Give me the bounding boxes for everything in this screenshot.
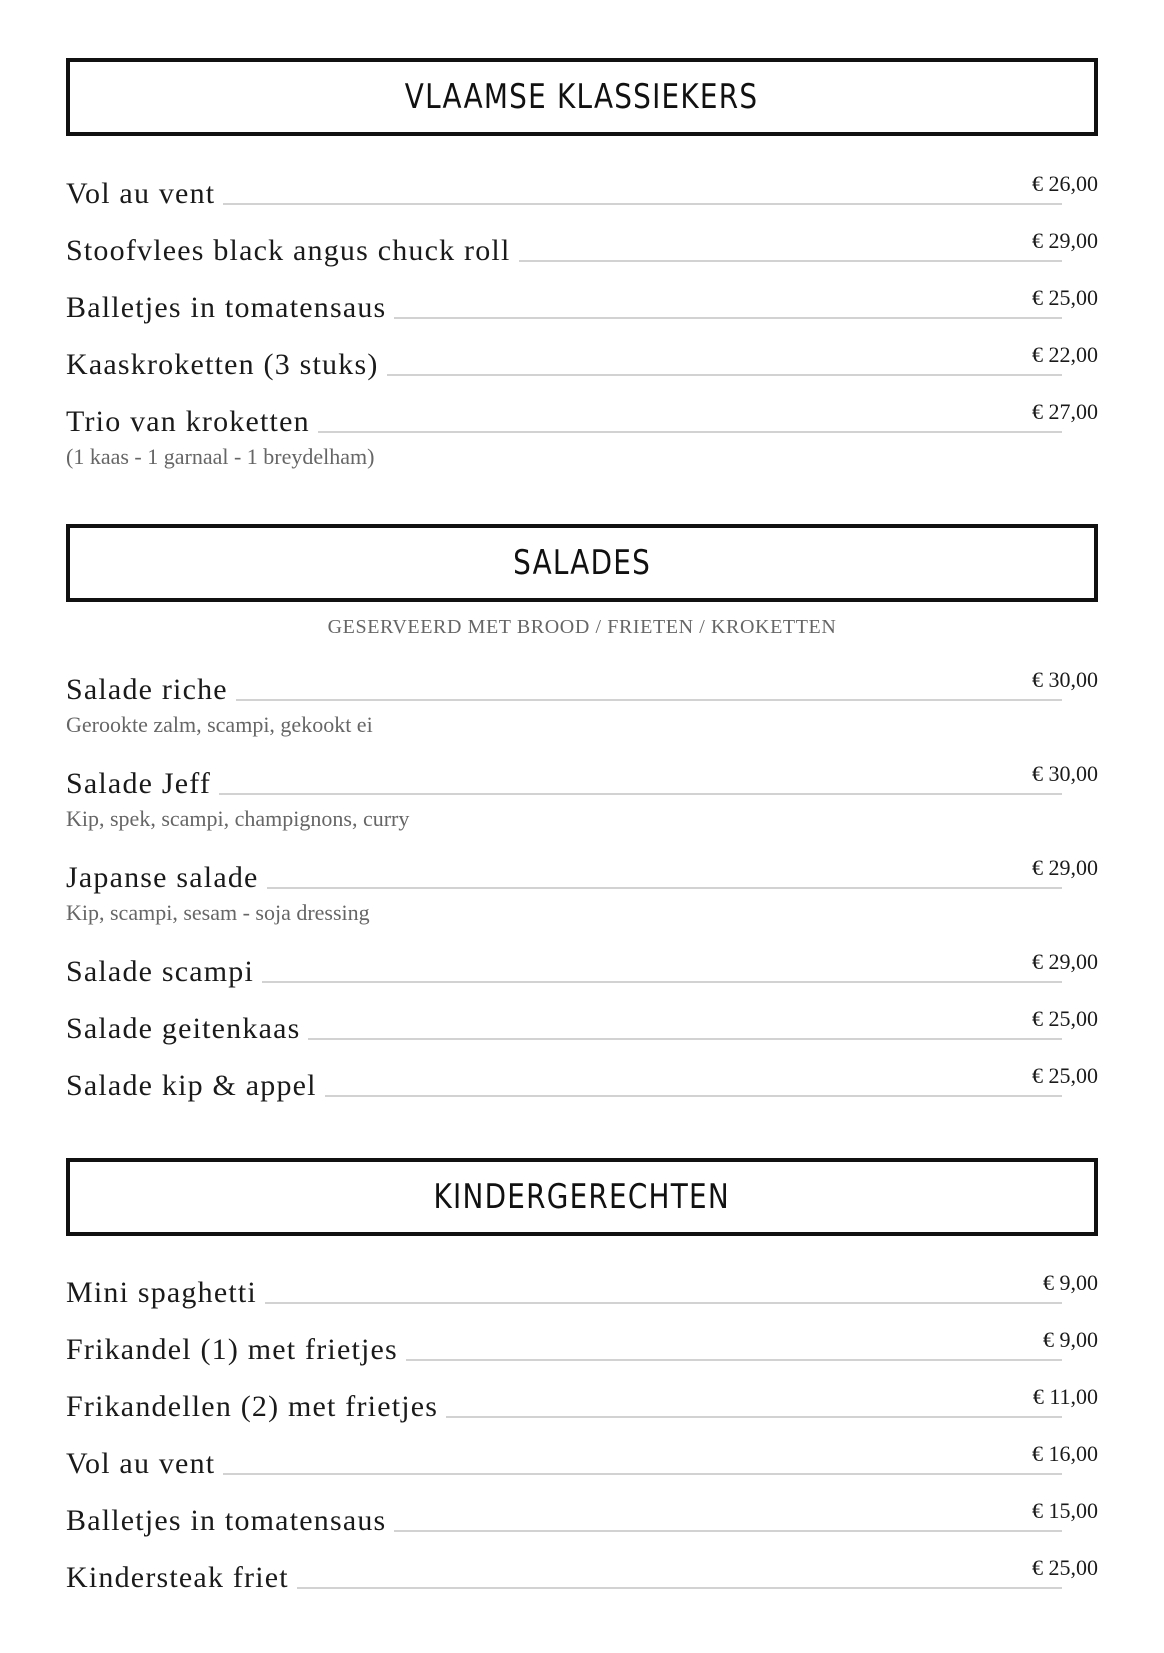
item-name: Vol au vent	[66, 177, 216, 210]
item-name: Salade kip & appel	[66, 1069, 317, 1102]
item-price: € 22,00	[1032, 342, 1098, 367]
item-price: € 29,00	[1032, 228, 1098, 253]
item-name: Vol au vent	[66, 1447, 216, 1480]
menu-item-frikandellen-2	[66, 1384, 1098, 1424]
item-name: Frikandel (1) met frietjes	[66, 1333, 398, 1366]
menu-item-kindersteak	[66, 1555, 1098, 1595]
menu-item-salade-scampi	[66, 949, 1098, 989]
menu-item-kids-balletjes	[66, 1498, 1098, 1538]
item-price: € 25,00	[1032, 1555, 1098, 1580]
dot-leader	[219, 793, 1062, 795]
menu-item-balletjes	[66, 285, 1098, 325]
item-description: Kip, spek, scampi, champignons, curry	[66, 806, 410, 831]
item-price: € 25,00	[1032, 1006, 1098, 1031]
menu-item-stoofvlees	[66, 228, 1098, 268]
menu-item-kaaskroketten	[66, 342, 1098, 382]
section-title: SALADES	[513, 543, 651, 583]
dot-leader	[446, 1416, 1062, 1418]
dot-leader	[325, 1095, 1062, 1097]
item-price: € 9,00	[1043, 1327, 1098, 1352]
item-price: € 27,00	[1032, 399, 1098, 424]
menu-item-salade-jeff	[66, 761, 1098, 833]
dot-leader	[267, 887, 1062, 889]
item-name: Trio van kroketten	[66, 405, 310, 438]
menu-page	[66, 58, 1098, 1595]
item-price: € 29,00	[1032, 949, 1098, 974]
item-price: € 25,00	[1032, 1063, 1098, 1088]
item-name: Salade geitenkaas	[66, 1012, 301, 1045]
item-description: Gerookte zalm, scampi, gekookt ei	[66, 712, 373, 737]
dot-leader	[387, 374, 1062, 376]
item-price: € 15,00	[1032, 1498, 1098, 1523]
dot-leader	[262, 981, 1062, 983]
item-name: Balletjes in tomatensaus	[66, 1504, 387, 1537]
menu-item-salade-geitenkaas	[66, 1006, 1098, 1046]
section-title: VLAAMSE KLASSIEKERS	[405, 77, 759, 117]
dot-leader	[297, 1587, 1062, 1589]
item-price: € 25,00	[1032, 285, 1098, 310]
dot-leader	[318, 431, 1062, 433]
section-header-vlaamse-klassiekers	[66, 58, 1098, 136]
dot-leader	[406, 1359, 1062, 1361]
item-price: € 9,00	[1043, 1270, 1098, 1295]
item-name: Mini spaghetti	[66, 1276, 257, 1309]
dot-leader	[236, 699, 1062, 701]
dot-leader	[223, 203, 1062, 205]
item-name: Salade riche	[66, 673, 228, 706]
item-name: Frikandellen (2) met frietjes	[66, 1390, 439, 1423]
menu-item-salade-kip-appel	[66, 1063, 1098, 1103]
item-name: Salade scampi	[66, 955, 255, 988]
dot-leader	[223, 1473, 1062, 1475]
section-subtitle: GESERVEERD MET BROOD / FRIETEN / KROKETTEN	[327, 616, 837, 638]
section-header-kindergerechten	[66, 1158, 1098, 1236]
item-description: (1 kaas - 1 garnaal - 1 breydelham)	[66, 444, 375, 469]
menu-item-japanse-salade	[66, 855, 1098, 927]
dot-leader	[519, 260, 1063, 262]
dot-leader	[394, 317, 1062, 319]
item-price: € 30,00	[1032, 761, 1098, 786]
item-name: Kindersteak friet	[66, 1561, 289, 1594]
menu-item-frikandel-1	[66, 1327, 1098, 1367]
item-price: € 29,00	[1032, 855, 1098, 880]
dot-leader	[308, 1038, 1062, 1040]
section-title: KINDERGERECHTEN	[433, 1177, 731, 1217]
menu-item-vol-au-vent	[66, 171, 1098, 211]
item-name: Japanse salade	[66, 861, 259, 894]
dot-leader	[394, 1530, 1062, 1532]
section-header-salades	[66, 524, 1098, 602]
item-price: € 30,00	[1032, 667, 1098, 692]
item-name: Stoofvlees black angus chuck roll	[66, 234, 511, 267]
item-price: € 11,00	[1032, 1384, 1098, 1409]
item-name: Salade Jeff	[66, 767, 212, 800]
item-name: Balletjes in tomatensaus	[66, 291, 387, 324]
item-name: Kaaskroketten (3 stuks)	[66, 348, 379, 381]
item-price: € 16,00	[1032, 1441, 1098, 1466]
menu-item-salade-riche	[66, 667, 1098, 739]
dot-leader	[265, 1302, 1062, 1304]
item-price: € 26,00	[1032, 171, 1098, 196]
menu-item-kids-vol-au-vent	[66, 1441, 1098, 1481]
menu-item-mini-spaghetti	[66, 1270, 1098, 1310]
item-description: Kip, scampi, sesam - soja dressing	[66, 900, 370, 925]
menu-item-trio-kroketten	[66, 399, 1098, 471]
